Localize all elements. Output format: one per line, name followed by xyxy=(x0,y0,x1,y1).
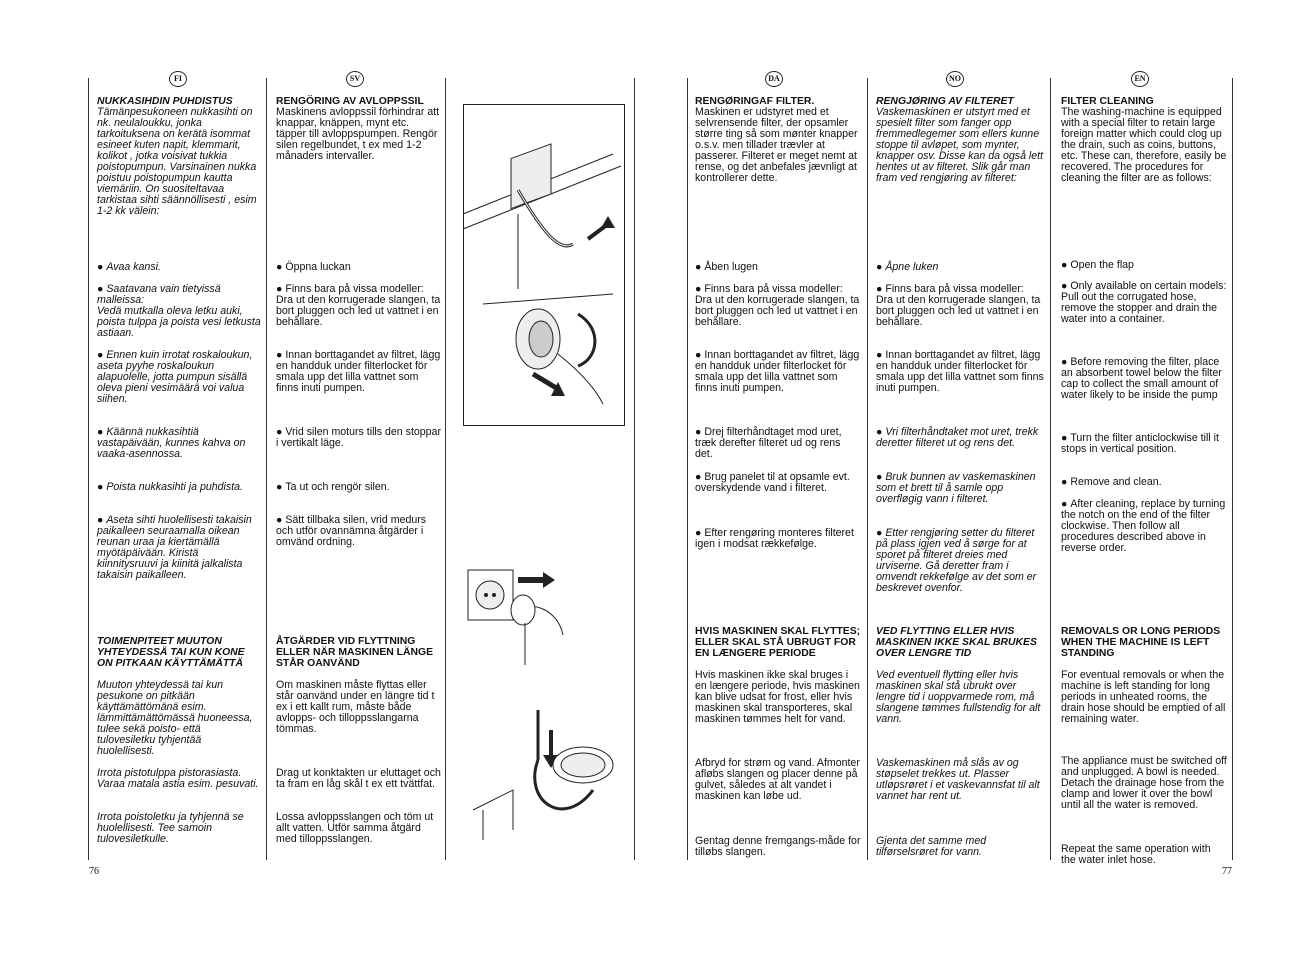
section-title-2: ÅTGÄRDER VID FLYTTNING ELLER NÄR MASKINEN LÄNGE STÅR OANVÄND xyxy=(276,636,434,669)
step-5: ● Bruk bunnen av vaskemaskinen som et brett til å samle opp overfløgig vann i filteret. xyxy=(876,472,1044,505)
step-2: ● Finns bara på vissa modeller: Dra ut den korrugerade slangen, ta bort pluggen och led ut vattnet i en behållare. xyxy=(276,284,442,328)
step-4: ● Käännä nukkasihtiä vastapäivään, kunnes kahva on vaaka-asennossa. xyxy=(97,427,261,460)
paragraph-3: Irrota poistoletku ja tyhjennä se huolellisesti. Tee samoin tulovesiletkulle. xyxy=(97,811,244,845)
paragraph-3: Gjenta det samme med tilførselsrøret for vann. xyxy=(876,835,987,858)
intro-text: Tämänpesukoneen nukkasihti on nk. neulaloukku, jonka tarkoituksena on kerätä isommat esineet kuten napit, klemmarit, kolikot , jotka voisivat tukkia poistopumpun. Varsinainen nukka poistuu poistopumpun kautta viemäriin. On suositeltavaa tarkistaa sihti säännöllisesti , esim 1-2 kk välein: xyxy=(97,106,257,217)
column-divider xyxy=(867,78,868,860)
paragraph-1: Om maskinen måste flyttas eller står oanvänd under en längre tid t ex i ett kallt rum, måste både avlopps- och tilloppsslangarna tömmas. xyxy=(276,679,435,735)
page-number-left: 76 xyxy=(89,866,99,877)
intro-text: Maskinen er udstyret med et selvrensende filter, der opsamler større ting så som mønter knapper o.s.v. men tillader trævler at passerer. Filteret er meget nemt at rense, og det anbefales jævnligt at kontrollerer dette. xyxy=(695,106,858,184)
step-3: ● Innan borttagandet av filtret, lägg en handduk under filterlocket för smala upp det lilla vattnet som finns inuti pumpen. xyxy=(876,350,1044,394)
section-title-2: HVIS MASKINEN SKAL FLYTTES; ELLER SKAL STÅ UBRUGT FOR EN LÆNGERE PERIODE xyxy=(695,626,861,659)
column-divider xyxy=(1232,78,1233,860)
column-divider xyxy=(687,78,688,860)
column-divider xyxy=(88,78,89,860)
step-3: ● Innan borttagandet av filtret, lägg en handduk under filterlocket för smala upp det lilla vattnet som finns inuti pumpen. xyxy=(695,350,861,394)
hose-drain-illustration xyxy=(463,680,623,840)
step-5: ● Remove and clean. xyxy=(1061,477,1227,488)
step-4: ● Vrid silen moturs tills den stoppar i vertikalt läge. xyxy=(276,427,442,449)
step-1: ● Åpne luken xyxy=(876,262,1044,273)
section-title: FILTER CLEANING xyxy=(1061,96,1154,107)
lang-badge-fi: FI xyxy=(169,71,187,87)
intro-text: Maskinens avloppssil förhindrar att knappar, knäppen, mynt etc. täpper till avloppspumpen. Rengör silen regelbundet, t ex med 1-2 månaders intervaller. xyxy=(276,106,440,162)
lang-badge-en: EN xyxy=(1131,71,1149,87)
page-number-right: 77 xyxy=(1222,866,1232,877)
section-title: RENGØRINGAF FILTER. xyxy=(695,96,815,107)
step-1: ● Open the flap xyxy=(1061,260,1227,271)
paragraph-2: Vaskemaskinen må slås av og støpselet trekkes ut. Plasser utløpsrøret i et vaskevannsfat til alt vannet har rent ut. xyxy=(876,757,1040,802)
section-title-2: TOIMENPITEET MUUTON YHTEYDESSÄ TAI KUN KONE ON PITKAAN KÄYTTÄMÄTTÄ xyxy=(97,636,245,669)
step-5: ● Poista nukkasihti ja puhdista. xyxy=(97,482,261,493)
paragraph-1: For eventual removals or when the machine is left standing for long periods in unheated rooms, the drain hose should be emptied of all remaining water. xyxy=(1061,669,1226,725)
section-title: RENGJØRING AV FILTERET xyxy=(876,96,1014,107)
paragraph-3: Lossa avloppsslangen och töm ut allt vatten. Utför samma åtgärd med tilloppsslangen. xyxy=(276,811,434,845)
paragraph-2: Drag ut konktakten ur eluttaget och ta fram en låg skål t ex ett tvättfat. xyxy=(276,767,441,790)
step-2: ● Finns bara på vissa modeller: Dra ut den korrugerade slangen, ta bort pluggen och led ut vattnet i en behållare. xyxy=(695,284,861,328)
step-4: ● Drej filterhåndtaget mod uret, træk derefter filteret ud og rens det. xyxy=(695,427,861,460)
step-5: ● Ta ut och rengör silen. xyxy=(276,482,442,493)
lang-badge-sv: SV xyxy=(346,71,364,87)
paragraph-2: Irrota pistotulppa pistorasiasta. Varaa matala astia esim. pesuvati. xyxy=(97,767,259,790)
paragraph-3: Gentag denne fremgangs-måde for tilløbs slangen. xyxy=(695,835,861,858)
column-divider xyxy=(445,78,446,860)
step-1: ● Öppna luckan xyxy=(276,262,442,273)
paragraph-2: Afbryd for strøm og vand. Afmonter afløbs slangen og placer denne på gulvet, således at alt vandet i maskinen kan løbe ud. xyxy=(695,757,860,802)
step-6: ● Efter rengøring monteres filteret igen i modsat rækkefølge. xyxy=(695,528,861,550)
paragraph-1: Hvis maskinen ikke skal bruges i en længere periode, hvis maskinen kan blive udsat for frost, eller hvis maskinen skal transporteres, skal maskinen tømmes helt for vand. xyxy=(695,669,860,725)
step-3: ● Innan borttagandet av filtret, lägg en handduk under filterlocket för smala upp det lilla vattnet som finns inuti pumpen. xyxy=(276,350,442,394)
step-2: ● Only available on certain models: Pull out the corrugated hose, remove the stopper and drain the water into a container. xyxy=(1061,281,1227,325)
column-divider xyxy=(266,78,267,860)
filter-removal-illustration xyxy=(463,104,623,424)
section-title-2: REMOVALS OR LONG PERIODS WHEN THE MACHINE IS LEFT STANDING xyxy=(1061,626,1221,659)
lang-badge-da: DA xyxy=(765,71,783,87)
step-4: ● Turn the filter anticlockwise till it stops in vertical position. xyxy=(1061,433,1227,455)
step-2: ● Saatavana vain tietyissä malleissa: Vedä mutkalla oleva letku auki, poista tulppa ja poista vesi letkusta astiaan. xyxy=(97,284,261,339)
step-3: ● Ennen kuin irrotat roskaloukun, aseta pyyhe roskaloukun alapuolelle, jotta pumpun sisällä oleva pieni vesimäärä voi valua siihen. xyxy=(97,350,261,405)
intro-text: The washing-machine is equipped with a special filter to retain large foreign matter which could clog up the drain, such as coins, buttons, etc. These can, therefore, easily be recovered. The procedures for cleaning the filter are as follows: xyxy=(1061,106,1227,184)
column-divider xyxy=(1050,78,1051,860)
paragraph-3: Repeat the same operation with the water inlet hose. xyxy=(1061,843,1211,866)
step-2: ● Finns bara på vissa modeller: Dra ut den korrugerade slangen, ta bort pluggen och led ut vattnet i en behållare. xyxy=(876,284,1044,328)
step-1: ● Avaa kansi. xyxy=(97,262,261,273)
step-1: ● Åben lugen xyxy=(695,262,861,273)
paragraph-1: Muuton yhteydessä tai kun pesukone on pitkään käyttämättömänä esim. lämmittämättömässä huoneessa, tulee sekä poisto- että tulovesiletku tyhjentää huolellisesti. xyxy=(97,679,253,757)
step-3: ● Before removing the filter, place an absorbent towel below the filter cap to collect the small amount of water likely to be inside the pump xyxy=(1061,357,1227,401)
step-6: ● After cleaning, replace by turning the notch on the end of the filter clockwise. Then follow all procedures described above in reverse order. xyxy=(1061,499,1227,554)
paragraph-1: Ved eventuell flytting eller hvis maskinen skal stå ubrukt over lengre tid i uoppvarmede rom, må slangene tømmes fullstendig for alt vann. xyxy=(876,669,1041,725)
step-4: ● Vri filterhåndtaket mot uret, trekk deretter filteret ut og rens det. xyxy=(876,427,1044,449)
step-6: ● Etter rengjøring setter du filteret på plass igjen ved å sørge for at sporet på filteret dreies med urviserne. Gå deretter fram i omvendt rekkefølge av det som er beskrevet ovenfor. xyxy=(876,528,1044,594)
section-title: RENGÖRING AV AVLOPPSSIL xyxy=(276,96,424,107)
intro-text: Vaskemaskinen er utstyrt med et spesielt filter som fanger opp fremmedlegemer som ellers kunne stoppe til avløpet, som mynter, knapper osv. Disse kan da også lett hentes ut av filteret. Slik går man fram ved rengjøring av filteret: xyxy=(876,106,1044,184)
socket-unplug-illustration xyxy=(463,565,583,665)
lang-badge-no: NO xyxy=(946,71,964,87)
step-6: ● Sätt tillbaka silen, vrid medurs och utför ovannämna åtgärder i omvänd ordning. xyxy=(276,515,442,548)
step-6: ● Aseta sihti huolellisesti takaisin paikalleen seuraamalla oikean reunan uraa ja kiertämällä myötäpäivään. Kiristä kiinnitysruuvi ja kiinitä jalkalista takaisin paikalleen. xyxy=(97,515,261,581)
section-title: NUKKASIHDIN PUHDISTUS xyxy=(97,96,233,107)
paragraph-2: The appliance must be switched off and unplugged. A bowl is needed. Detach the drainage hose from the clamp and lower it over the bowl until all the water is removed. xyxy=(1061,755,1227,811)
section-title-2: VED FLYTTING ELLER HVIS MASKINEN IKKE SKAL BRUKES OVER LENGRE TID xyxy=(876,626,1037,659)
step-5: ● Brug panelet til at opsamle evt. overskydende vand i filteret. xyxy=(695,472,861,494)
page-fold-divider xyxy=(634,78,635,860)
